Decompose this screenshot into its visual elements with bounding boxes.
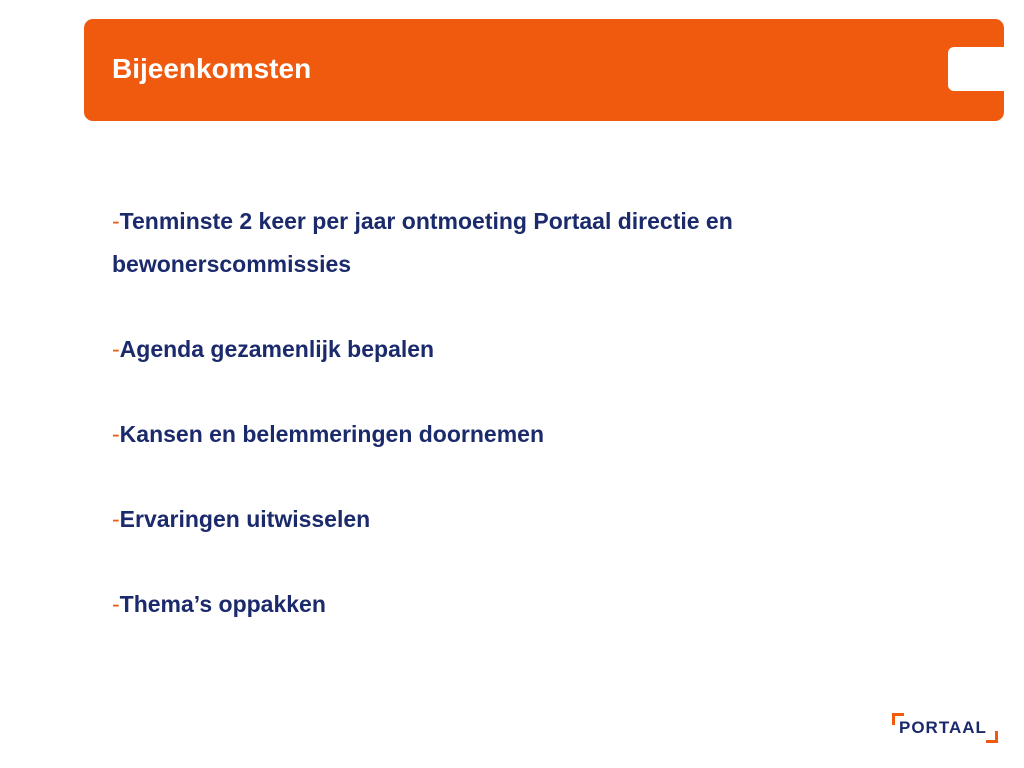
bullet-text: Kansen en belemmeringen doornemen [119, 421, 544, 447]
bullet-item [112, 328, 932, 371]
bullet-text: Agenda gezamenlijk bepalen [119, 336, 435, 362]
logo-corner-icon [986, 731, 998, 743]
bullet-dash: - [112, 336, 120, 362]
bullet-text: Thema’s oppakken [119, 591, 326, 617]
header-tab-decoration [948, 47, 1004, 91]
slide-title: Bijeenkomsten [112, 53, 312, 84]
logo-text: PORTAAL [899, 718, 987, 737]
bullet-item [112, 200, 932, 286]
bullet-dash: - [112, 591, 120, 617]
portaal-logo [892, 713, 998, 743]
bullet-list [112, 200, 932, 626]
header-bar [84, 19, 1004, 121]
bullet-text: Ervaringen uitwisselen [119, 506, 371, 532]
bullet-item [112, 583, 932, 626]
bullet-dash: - [112, 421, 120, 447]
bullet-text: Tenminste 2 keer per jaar ontmoeting Portaal directie en bewonerscommissies [112, 208, 733, 277]
bullet-item [112, 498, 932, 541]
bullet-item [112, 413, 932, 456]
bullet-dash: - [112, 506, 120, 532]
bullet-dash: - [112, 208, 120, 234]
